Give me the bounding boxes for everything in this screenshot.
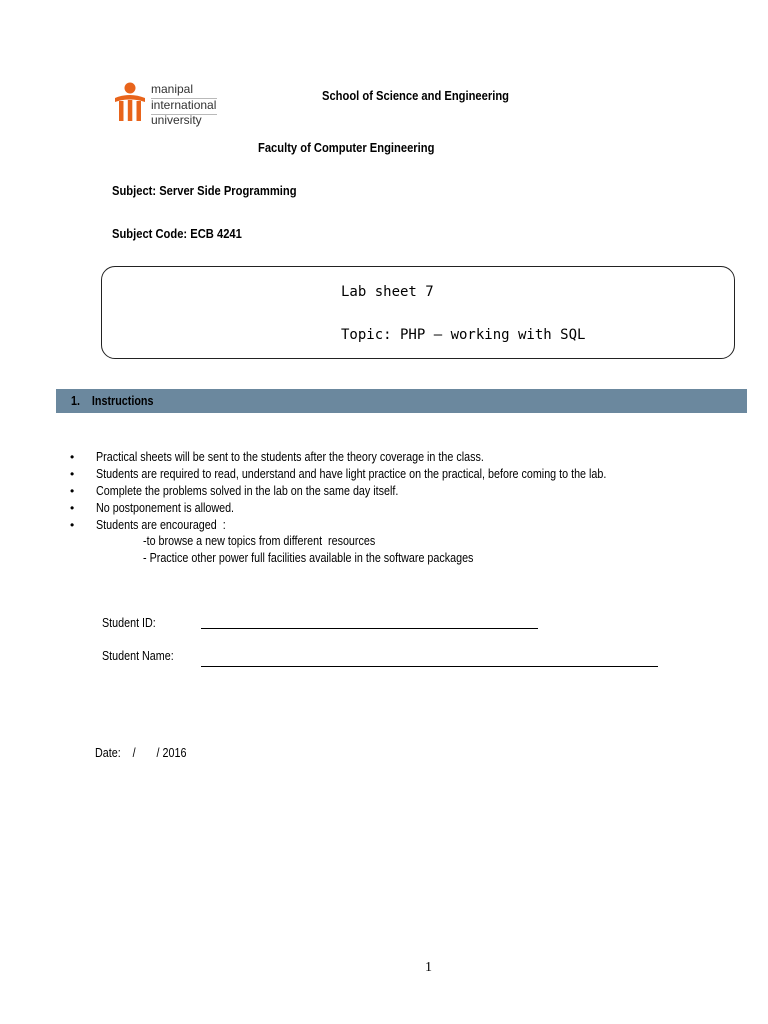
- subject-code-line: Subject Code: ECB 4241: [112, 226, 242, 241]
- instructions-section-header: [56, 389, 747, 413]
- section-heading: 1. Instructions: [71, 394, 154, 408]
- list-item: • Practical sheets will be sent to the students after the theory coverage in the class.: [70, 450, 484, 464]
- logo-text-university: university: [151, 113, 202, 127]
- sub-list-item: -to browse a new topics from different resources: [143, 534, 376, 548]
- school-name: School of Science and Engineering: [322, 88, 509, 103]
- lab-sheet-box: [101, 266, 735, 359]
- logo-text-international: international: [151, 98, 217, 112]
- list-item: • Students are required to read, understand and have light practice on the practical, before coming to the lab.: [70, 467, 607, 481]
- list-item: • Complete the problems solved in the lab on the same day itself.: [70, 484, 399, 498]
- student-id-label: Student ID:: [102, 616, 156, 630]
- student-name-label: Student Name:: [102, 649, 174, 663]
- lab-sheet-title: Lab sheet 7: [341, 284, 434, 300]
- bullet-icon: •: [70, 501, 75, 515]
- list-item: • No postponement is allowed.: [70, 501, 235, 515]
- bullet-icon: •: [70, 518, 75, 532]
- bullet-icon: •: [70, 450, 75, 464]
- subject-line: Subject: Server Side Programming: [112, 183, 297, 198]
- student-name-field[interactable]: [201, 666, 658, 667]
- bullet-icon: •: [70, 467, 75, 481]
- student-id-field[interactable]: [201, 628, 538, 629]
- instructions-list: [70, 449, 689, 534]
- lab-topic: Topic: PHP – working with SQL: [341, 327, 586, 343]
- logo-text-manipal: manipal: [151, 82, 194, 96]
- date-field: Date: / / 2016: [95, 746, 187, 760]
- university-logo: [113, 82, 223, 128]
- mu-emblem-icon: [113, 82, 147, 126]
- list-item: • Students are encouraged :: [70, 518, 226, 532]
- faculty-name: Faculty of Computer Engineering: [258, 140, 435, 155]
- sub-list-item: - Practice other power full facilities available in the software packages: [143, 551, 474, 565]
- bullet-icon: •: [70, 484, 75, 498]
- page-number: 1: [425, 960, 432, 975]
